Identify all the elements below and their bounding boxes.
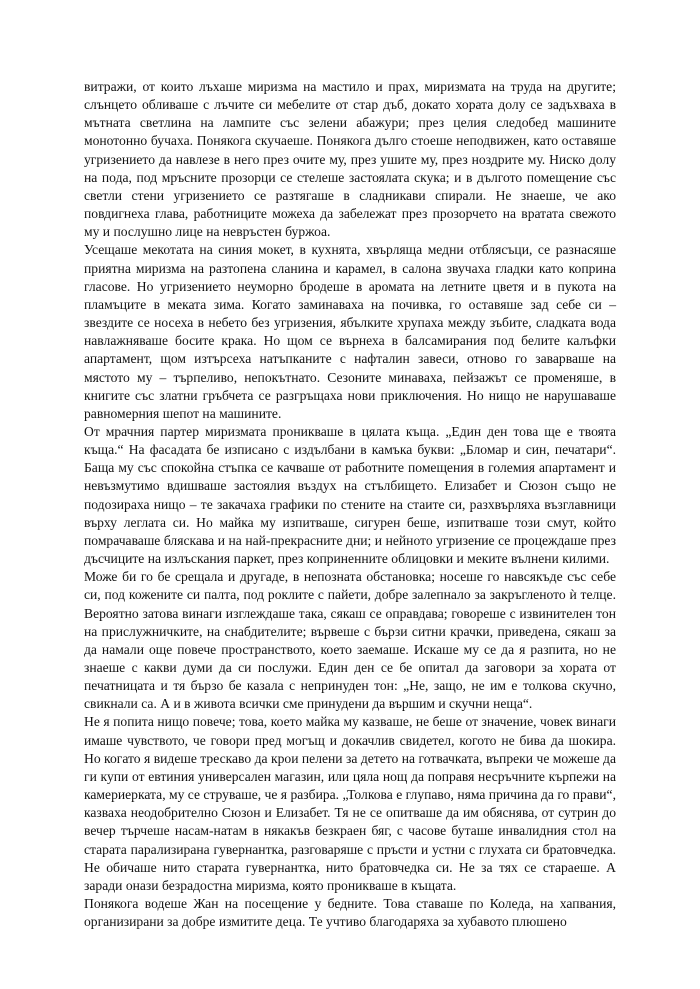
- paragraph-2: Усещаше мекотата на синия мокет, в кухнята, хвърляща медни отблясъци, се разнасяше приятна миризма на разтопена сланина и карамел, в салона звучаха гладки като коприна гласове. Но угризението неуморно бродеше в аромата на летните цветя и в пукота на пламъците в меката зима. Когато заминаваха на почивка, го оставяше зад себе си – звездите се носеха в небето без угризения, ябълките хрупаха между зъбите, сладката вода навлажняваше босите крака. Но щом се върнеха в балсамирания под белите калъфки апартамент, щом изтърсеха натъпканите с нафталин завеси, отново го заварваше на мястото му – търпеливо, непокътнато. Сезоните минаваха, пейзажът се променяше, в книгите със златни гръбчета се разгръщаха нови приключения. Но нищо не нарушаваше равномерния шепот на машините.: [84, 242, 616, 421]
- paragraph-6: Понякога водеше Жан на посещение у бедните. Това ставаше по Коледа, на хапвания, организирани за добре измитите деца. Те учтиво благодаряха за хубавото плюшено: [84, 896, 616, 930]
- paragraph-4: Може би го бе срещала и другаде, в непозната обстановка; носеше го навсякъде със себе си, под кожените си палта, под роклите с пайети, добре залепнало за закръгленото ѝ телце. Вероятно затова винаги изглеждаше така, сякаш се оправдава; говореше с извинителен тон на прислужничките, на снабдителите; вървеше с бързи ситни крачки, приведена, сякаш за да намали още повече пространството, което заемаше. Искаше му се да я разпита, но не знаеше с какви думи да си послужи. Един ден се бе опитал да заговори за хората от печатницата и тя бързо бе казала с непринуден тон: „Не, защо, не им е толкова скучно, свикнали са. А и в живота всички сме принудени да вършим и скучни неща“.: [84, 569, 616, 712]
- paragraph-3: От мрачния партер миризмата проникваше в цялата къща. „Един ден това ще е твоята къща.“ На фасадата бе изписано с издълбани в камъка букви: „Бломар и син, печатари“. Баща му със спокойна стъпка се качваше от работните помещения в големия апартамент и невъзмутимо вдишваше застоялия въздух на стълбището. Елизабет и Сюзон също не подозираха нищо – те закачаха графики по стените на стаите си, разхвърляха възглавници върху леглата си. Но майка му изпитваше, сигурен беше, изпитваше този смут, който помрачаваше бляскава и на най-прекрасните дни; и нейното угризение се процеждаше през дъсчиците на излъскания паркет, през коприненните облицовки и меките вълнени килими.: [84, 423, 616, 567]
- paragraph-5: Не я попита нищо повече; това, което майка му казваше, не беше от значение, човек винаги имаше чувството, че говори пред могъщ и докачлив свидетел, когото не бива да шокира. Но когато я видеше трескаво да крои пелени за детето на готвачката, въпреки че можеше да ги купи от евтиния универсален магазин, или цяла нощ да поправя несръчните кърпежи на камериерката, му се струваше, че я разбира. „Толкова е глупаво, няма причина да го прави“, казваха неодобрително Сюзон и Елизабет. Тя не се опитваше да им обяснява, от сутрин до вечер търчеше насам-натам в някакъв безкраен бяг, с часове буташе инвалидния стол на старата парализирана гувернантка, разговаряше с пръсти и устни с глухата си братовчедка. Не обичаше нито старата гувернантка, нито братовчедка си. Не за тях се стараеше. А заради онази безрадостна миризма, която проникваше в къщата.: [84, 714, 616, 893]
- paragraph-1: витражи, от които лъхаше миризма на мастило и прах, миризмата на труда на другите; слънцето обливаше с лъчите си мебелите от стар дъб, докато хората долу се задъхваха в мътната светлина на лампите със зелени абажури; през целия следобед машините монотонно бучаха. Понякога скучаеше. Понякога дълго стоеше неподвижен, като оставяше угризението да навлезе в него през очите му, през ушите му, през ноздрите му. Ниско долу на пода, под мръсните прозорци се стелеше застоялата скука; и в дългото помещение със светли стени угризението се разтягаше в сладникави спирали. Не знаеше, че ако повдигнеха глава, работниците можеха да забележат през прозорчето на вратата свежото му и послушно лице на невръстен буржоа.: [84, 79, 616, 240]
- body-text: [84, 78, 616, 931]
